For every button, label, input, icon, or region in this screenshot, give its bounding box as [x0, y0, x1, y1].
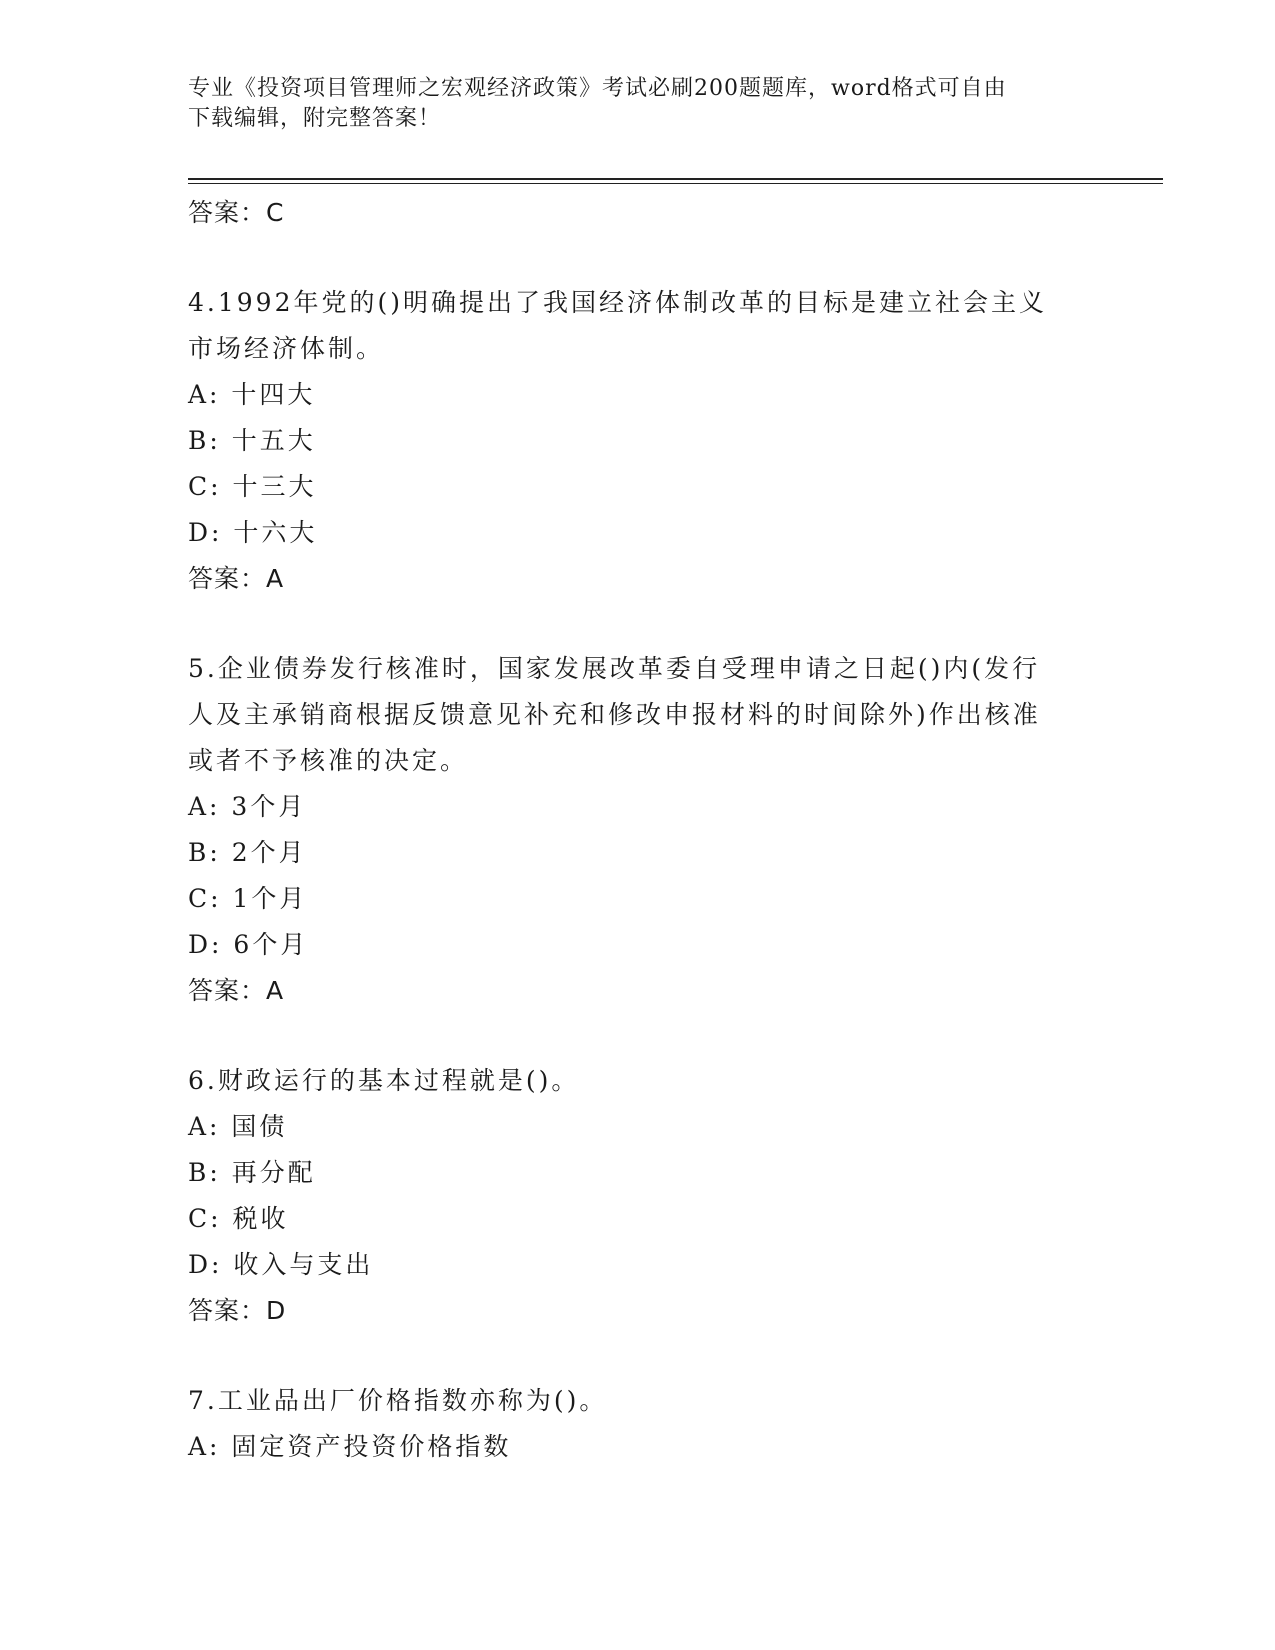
option-b: B: 十五大 — [188, 426, 316, 455]
header-line-2: 下载编辑，附完整答案！ — [188, 106, 442, 131]
header-divider-thick — [188, 178, 1163, 180]
option-b: B: 2个月 — [188, 838, 307, 867]
question-stem: 4.1992年党的()明确提出了我国经济体制改革的目标是建立社会主义 — [188, 288, 1047, 317]
question-block — [188, 1378, 1088, 1470]
option-c: C: 十三大 — [188, 472, 317, 501]
option-d: D: 6个月 — [188, 930, 309, 959]
question-block — [188, 280, 1088, 602]
document-header — [188, 74, 1088, 134]
answer-line: 答案：A — [188, 564, 285, 593]
answer-line: 答案：C — [188, 198, 285, 227]
question-block — [188, 646, 1088, 1014]
spacer — [188, 236, 1088, 280]
header-line-1: 专业《投资项目管理师之宏观经济政策》考试必刷200题题库，word格式可自由 — [188, 76, 1007, 101]
option-a: A: 3个月 — [188, 792, 307, 821]
spacer — [188, 1014, 1088, 1058]
question-stem: 5.企业债券发行核准时，国家发展改革委自受理申请之日起()内(发行 — [188, 654, 1041, 683]
spacer — [188, 1334, 1088, 1378]
question-stem-continued: 或者不予核准的决定。 — [188, 746, 469, 775]
answer-line: 答案：D — [188, 1296, 287, 1325]
question-stem-continued: 市场经济体制。 — [188, 334, 385, 363]
option-a: A: 十四大 — [188, 380, 316, 409]
spacer — [188, 602, 1088, 646]
option-b: B: 再分配 — [188, 1158, 316, 1187]
question-block — [188, 1058, 1088, 1334]
header-divider-thin — [188, 183, 1163, 184]
option-c: C: 1个月 — [188, 884, 308, 913]
option-d: D: 收入与支出 — [188, 1250, 374, 1279]
question-stem: 7.工业品出厂价格指数亦称为()。 — [188, 1386, 608, 1415]
question-stem: 6.财政运行的基本过程就是()。 — [188, 1066, 580, 1095]
option-d: D: 十六大 — [188, 518, 318, 547]
answer-line: 答案：A — [188, 976, 285, 1005]
option-a: A: 国债 — [188, 1112, 288, 1141]
option-a: A: 固定资产投资价格指数 — [188, 1432, 512, 1461]
question-list — [188, 190, 1088, 1470]
question-stem-continued: 人及主承销商根据反馈意见补充和修改申报材料的时间除外)作出核准 — [188, 700, 1041, 729]
option-c: C: 税收 — [188, 1204, 289, 1233]
